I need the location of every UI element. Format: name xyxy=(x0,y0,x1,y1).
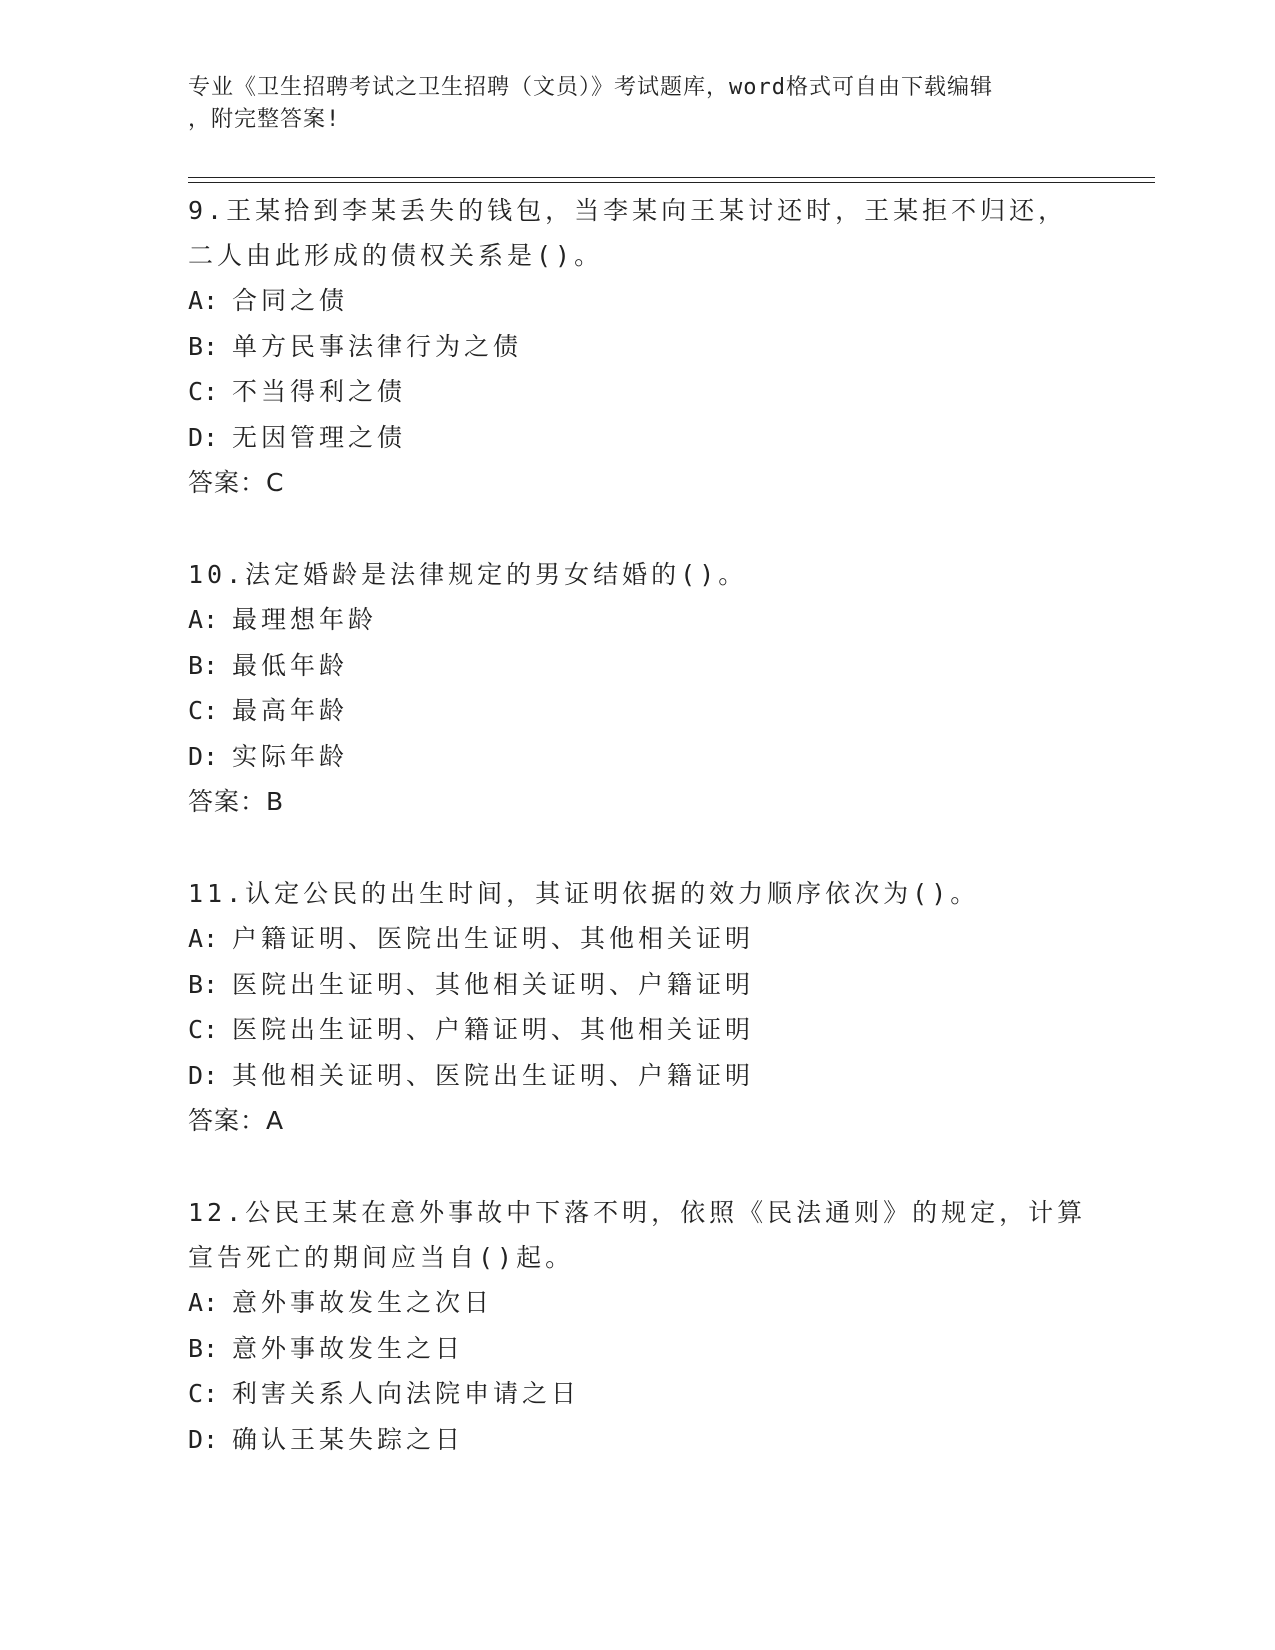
option-letter: A: xyxy=(188,286,219,315)
option-text: 确认王某失踪之日 xyxy=(232,1424,465,1454)
option-letter: B: xyxy=(188,331,219,361)
option-c xyxy=(188,1371,1148,1417)
option-c xyxy=(188,688,1148,734)
answer-line: 答案：B xyxy=(188,787,285,816)
option-text: 利害关系人向法院申请之日 xyxy=(232,1379,581,1408)
option-text: 医院出生证明、户籍证明、其他相关证明 xyxy=(232,1015,755,1044)
option-c xyxy=(188,1007,1148,1053)
option-a xyxy=(188,916,1148,962)
option-d xyxy=(188,1053,1148,1099)
option-text: 单方民事法律行为之债 xyxy=(232,331,523,361)
option-text: 户籍证明、医院出生证明、其他相关证明 xyxy=(232,924,755,953)
question-stem: 12.公民王某在意外事故中下落不明，依照《民法通则》的规定，计算 xyxy=(188,1198,1087,1227)
option-a xyxy=(188,278,1148,324)
option-letter: B: xyxy=(188,1333,219,1363)
header-line-2: ，附完整答案! xyxy=(188,107,341,132)
option-text: 最高年龄 xyxy=(232,696,349,725)
option-letter: D: xyxy=(188,422,219,452)
header-line-1: 专业《卫生招聘考试之卫生招聘（文员）》考试题库，word格式可自由下载编辑 xyxy=(188,75,993,100)
option-letter: B: xyxy=(188,969,219,999)
header-divider-bottom xyxy=(188,182,1155,183)
option-a xyxy=(188,597,1148,643)
question-10 xyxy=(188,552,1148,824)
option-a xyxy=(188,1280,1148,1326)
option-text: 实际年龄 xyxy=(232,741,349,771)
question-stem-continued: 二人由此形成的债权关系是()。 xyxy=(188,241,604,270)
option-letter: C: xyxy=(188,696,219,725)
option-text: 最理想年龄 xyxy=(232,605,378,634)
answer-line: 答案：A xyxy=(188,1106,285,1135)
option-letter: D: xyxy=(188,1424,219,1454)
option-c xyxy=(188,369,1148,415)
question-11 xyxy=(188,871,1148,1143)
option-letter: A: xyxy=(188,924,219,953)
option-d xyxy=(188,415,1148,461)
document-header xyxy=(188,72,1088,136)
option-letter: A: xyxy=(188,1288,219,1317)
option-letter: D: xyxy=(188,741,219,771)
header-divider-top xyxy=(188,177,1155,178)
question-9 xyxy=(188,188,1148,505)
option-text: 最低年龄 xyxy=(232,650,349,680)
question-12 xyxy=(188,1190,1148,1462)
option-letter: D: xyxy=(188,1060,219,1090)
option-letter: A: xyxy=(188,605,219,634)
option-b xyxy=(188,962,1148,1008)
option-d xyxy=(188,1417,1148,1463)
option-text: 不当得利之债 xyxy=(232,377,407,406)
option-letter: B: xyxy=(188,650,219,680)
question-stem: 11.认定公民的出生时间，其证明依据的效力顺序依次为()。 xyxy=(188,879,980,908)
option-letter: C: xyxy=(188,1379,219,1408)
question-stem-continued: 宣告死亡的期间应当自()起。 xyxy=(188,1243,575,1272)
option-b xyxy=(188,1326,1148,1372)
option-b xyxy=(188,324,1148,370)
option-d xyxy=(188,734,1148,780)
option-letter: C: xyxy=(188,1015,219,1044)
option-text: 意外事故发生之次日 xyxy=(232,1288,494,1317)
option-text: 合同之债 xyxy=(232,286,349,315)
option-b xyxy=(188,643,1148,689)
option-letter: C: xyxy=(188,377,219,406)
question-list xyxy=(188,188,1148,1509)
option-text: 医院出生证明、其他相关证明、户籍证明 xyxy=(232,969,755,999)
option-text: 无因管理之债 xyxy=(232,422,407,452)
question-stem: 10.法定婚龄是法律规定的男女结婚的()。 xyxy=(188,560,748,589)
question-stem: 9.王某拾到李某丢失的钱包，当李某向王某讨还时，王某拒不归还， xyxy=(188,196,1068,225)
answer-line: 答案：C xyxy=(188,468,285,497)
option-text: 其他相关证明、医院出生证明、户籍证明 xyxy=(232,1060,755,1090)
option-text: 意外事故发生之日 xyxy=(232,1333,465,1363)
